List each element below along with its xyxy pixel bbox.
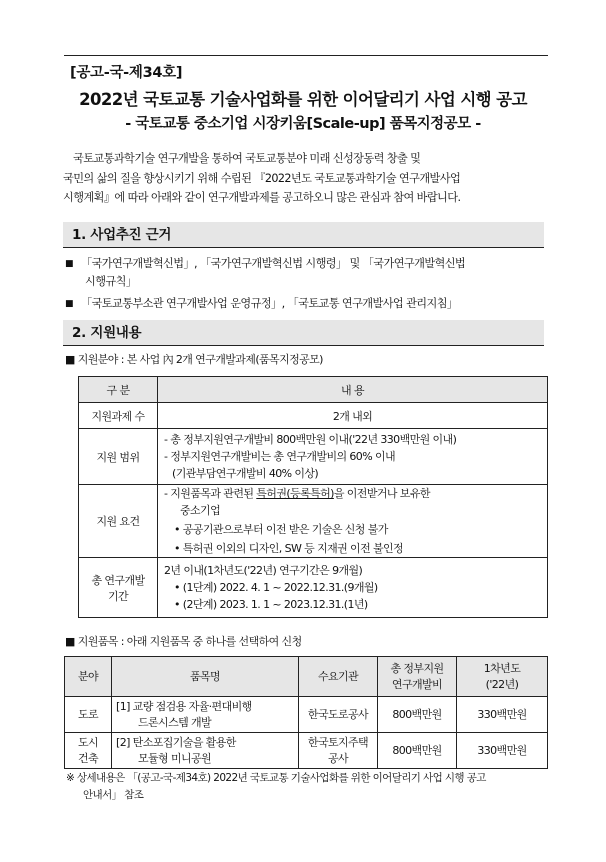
table-row xyxy=(79,485,548,558)
footnote-line: 안내서」 참조 xyxy=(83,789,144,801)
page-title: 2022년 국토교통 기술사업화를 위한 이어달리기 사업 시행 공고 xyxy=(79,90,527,109)
header-line: 연구개발비 xyxy=(391,677,443,691)
row-label-tasks: 지원과제 수 xyxy=(79,403,158,429)
cell-item xyxy=(112,733,299,769)
row-value-scope xyxy=(158,429,548,485)
requirement-subpoint: • 공공기관으로부터 이전 받은 기술은 신청 불가 xyxy=(174,523,388,536)
intro-line: 국민의 삶의 질을 향상시키기 위해 수립된 『2022년도 국토교통과학기술 연구개발사업 xyxy=(63,171,461,185)
requirement-text: 을 이전받거나 보유한 xyxy=(333,487,430,500)
row-label-period xyxy=(79,558,158,618)
field-text: 건축 xyxy=(77,751,99,765)
item-line: [1] 교량 점검용 자율·편대비행 xyxy=(116,699,252,713)
table-row xyxy=(79,429,548,485)
header-line: ('22년) xyxy=(485,677,519,691)
requirement-subpoint: • 특허권 이외의 디자인, SW 등 지재권 이전 불인정 xyxy=(174,542,404,555)
section-heading-support: 2. 지원내용 xyxy=(63,320,544,346)
table-row xyxy=(79,403,548,429)
list-item xyxy=(65,255,545,291)
cell-year1: 330백만원 xyxy=(457,733,548,769)
patent-right-underlined: 특허권(등록특허) xyxy=(256,487,334,500)
scope-line: - 정부지원연구개발비는 총 연구개발비의 60% 이내 xyxy=(164,450,395,463)
row-label-requirements: 지원 요건 xyxy=(79,485,158,558)
field-text: 도로 xyxy=(77,707,99,721)
support-field-line: ■ 지원분야 : 본 사업 內 2개 연구개발과제(품목지정공모) xyxy=(65,353,323,366)
table-header-category: 구 분 xyxy=(79,377,158,403)
cell-fund: 800백만원 xyxy=(378,697,457,733)
bullet-square-icon: ■ xyxy=(65,299,73,309)
row-value-tasks: 2개 내외 xyxy=(158,403,548,429)
scope-line: (기관부담연구개발비 40% 이상) xyxy=(172,467,319,480)
period-label-line: 총 연구개발 xyxy=(91,573,145,587)
header-line: 총 정부지원 xyxy=(390,661,444,675)
field-text: 도시 xyxy=(77,735,99,749)
intro-line: 시행계획』에 따라 아래와 같이 연구개발과제를 공고하오니 많은 관심과 참여 바랍니다. xyxy=(63,191,461,204)
demand-text: 공사 xyxy=(327,751,349,765)
table-header-year1 xyxy=(457,657,548,697)
cell-demand xyxy=(299,733,378,769)
table-row xyxy=(79,558,548,618)
row-value-requirements xyxy=(158,485,548,558)
footnote xyxy=(66,770,546,804)
page-subtitle: - 국토교통 중소기업 시장키움[Scale-up] 품목지정공모 - xyxy=(125,116,481,132)
table-header-fund xyxy=(378,657,457,697)
basis-item-text: 「국가연구개발혁신법」, 「국가연구개발혁신법 시행령」 및 「국가연구개발혁신법 xyxy=(81,257,466,270)
cell-field xyxy=(65,697,112,733)
table-header-content: 내 용 xyxy=(158,377,548,403)
top-divider xyxy=(64,55,548,56)
cell-fund: 800백만원 xyxy=(378,733,457,769)
item-line: 드론시스템 개발 xyxy=(138,715,212,729)
item-line: 모듈형 미니공원 xyxy=(138,751,212,765)
period-line: 2년 이내(1차년도('22년) 연구기간은 9개월) xyxy=(164,564,363,577)
intro-line: 국토교통과학기술 연구개발을 통하여 국토교통분야 미래 신성장동력 창출 및 xyxy=(73,152,421,165)
table-header-demand: 수요기관 xyxy=(299,657,378,697)
requirement-line: 중소기업 xyxy=(180,504,221,517)
table-header-field: 분야 xyxy=(65,657,112,697)
requirement-line xyxy=(164,485,547,502)
header-line: 1차년도 xyxy=(483,661,521,675)
item-line: [2] 탄소포집기술을 활용한 xyxy=(116,735,236,749)
cell-year1: 330백만원 xyxy=(457,697,548,733)
cell-demand xyxy=(299,697,378,733)
row-label-scope: 지원 범위 xyxy=(79,429,158,485)
requirement-text: - 지원품목과 관련된 xyxy=(164,487,257,500)
period-line: • (1단계) 2022. 4. 1 ~ 2022.12.31.(9개월) xyxy=(174,581,378,594)
demand-text: 한국도로공사 xyxy=(307,707,369,721)
intro-paragraph xyxy=(63,149,547,208)
basis-item-text: 「국토교통부소관 연구개발사업 운영규정」, 「국토교통 연구개발사업 관리지침」 xyxy=(81,297,458,310)
period-label-line: 기간 xyxy=(107,589,129,603)
table-header-item: 품목명 xyxy=(112,657,299,697)
row-value-period xyxy=(158,558,548,618)
demand-text: 한국토지주택 xyxy=(307,735,369,749)
scope-line: - 총 정부지원연구개발비 800백만원 이내('22년 330백만원 이내) xyxy=(164,433,457,446)
basis-item-continuation: 시행규칙」 xyxy=(85,275,137,288)
footnote-line: ※ 상세내용은 「(공고-국-제34호) 2022년 국토교통 기술사업화를 위한 이어달리기 사업 시행 공고 xyxy=(66,772,486,784)
support-items-line: ■ 지원품목 : 아래 지원품목 중 하나를 선택하여 신청 xyxy=(65,635,302,648)
bullet-square-icon: ■ xyxy=(65,259,73,269)
cell-field xyxy=(65,733,112,769)
period-line: • (2단계) 2023. 1. 1 ~ 2023.12.31.(1년) xyxy=(174,598,368,611)
support-overview-table xyxy=(78,376,548,618)
table-row xyxy=(65,697,548,733)
cell-item xyxy=(112,697,299,733)
document-number: [공고-국-제34호] xyxy=(70,65,183,81)
table-row xyxy=(65,733,548,769)
section-heading-basis: 1. 사업추진 근거 xyxy=(63,222,544,248)
list-item xyxy=(65,295,545,313)
support-items-table xyxy=(64,656,548,769)
